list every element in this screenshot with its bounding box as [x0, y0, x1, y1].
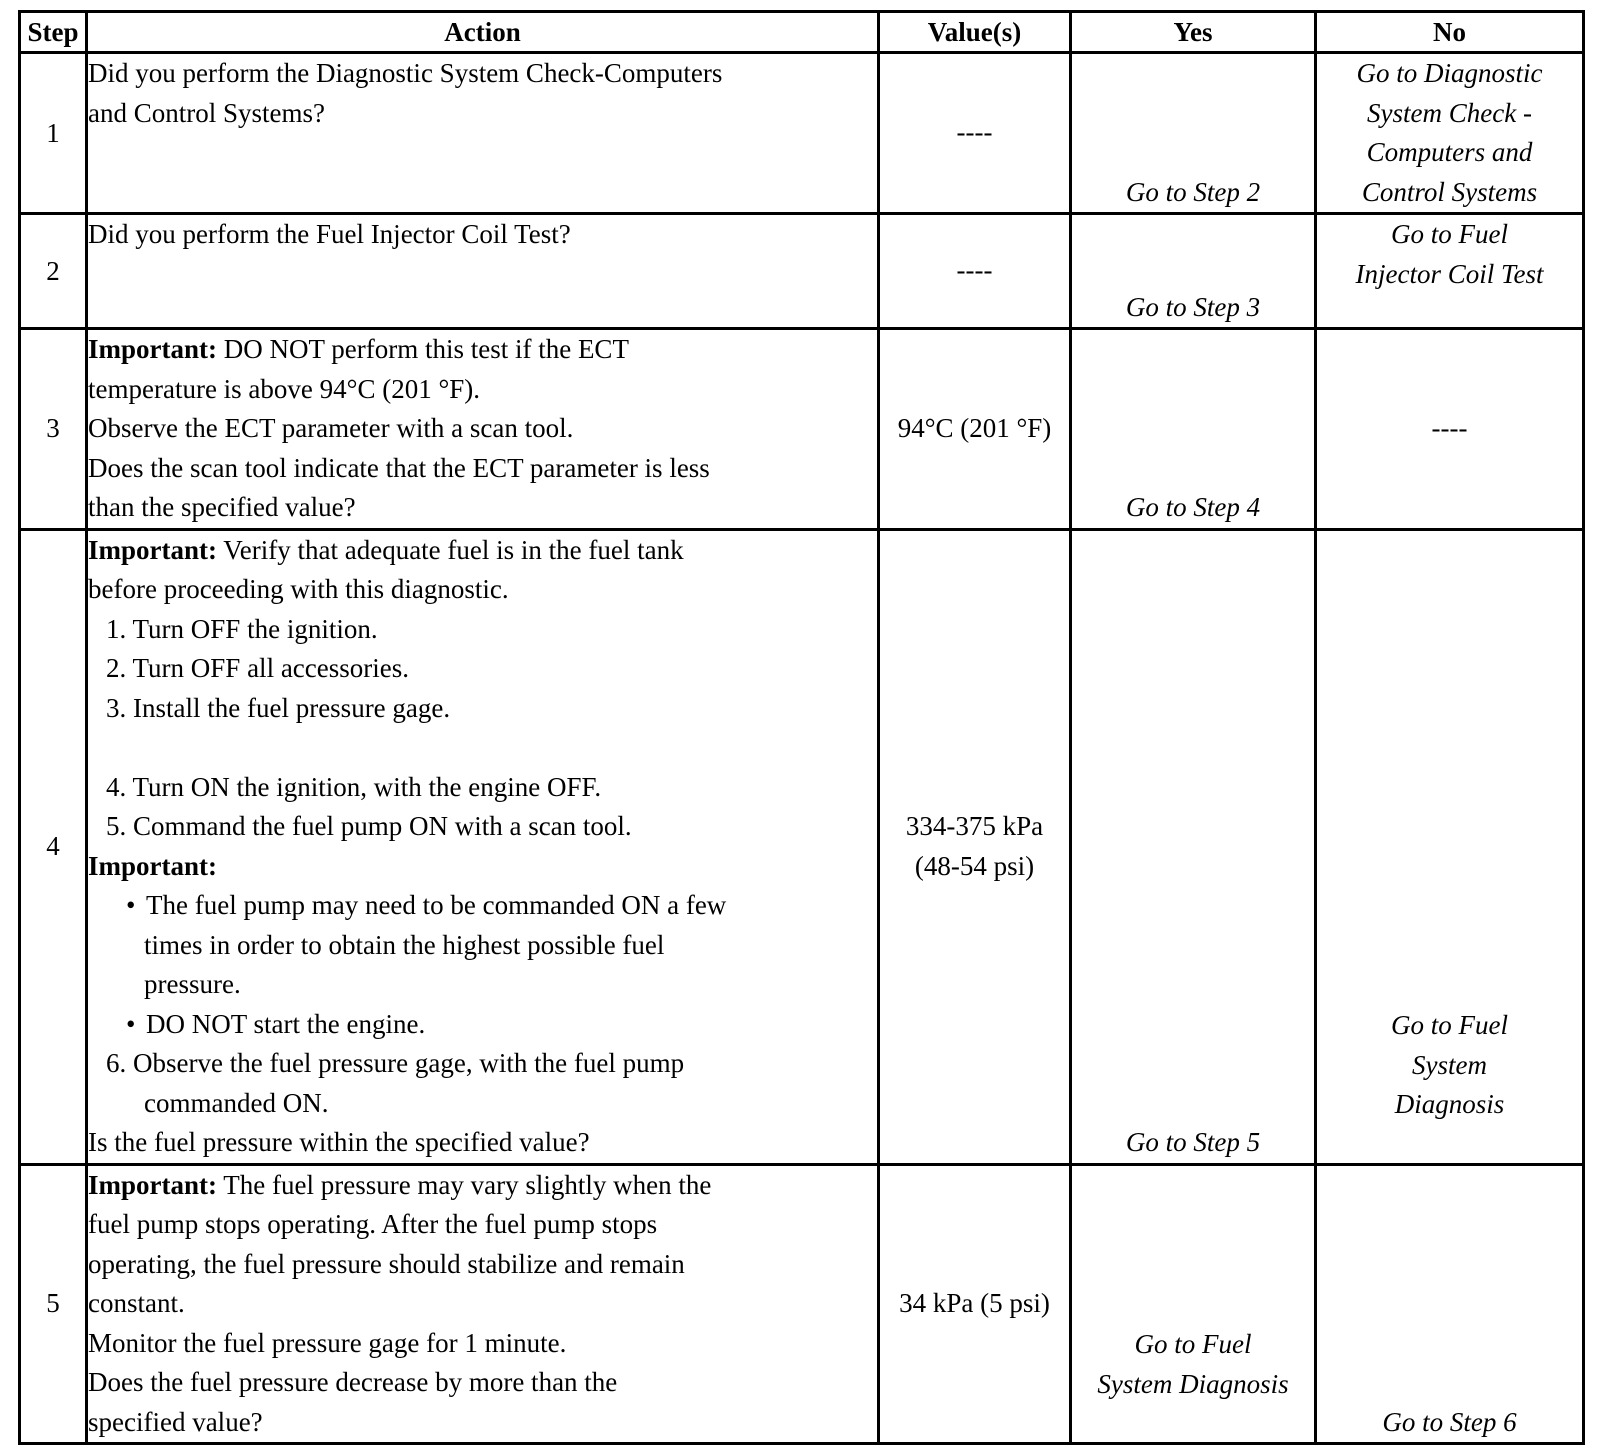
no-line: Go to Fuel: [1391, 219, 1508, 249]
action-line: Observe the ECT parameter with a scan tool.: [88, 413, 574, 443]
procedure-step: 3. Install the fuel pressure gage.: [106, 692, 451, 723]
action-line: Verify that adequate fuel is in the fuel tank: [217, 534, 684, 565]
step-number: 2: [20, 214, 87, 329]
procedure-step: 5. Command the fuel pump ON with a scan tool.: [106, 811, 632, 841]
step-number: 3: [20, 329, 87, 530]
no-line: System Check -: [1367, 97, 1532, 128]
important-label: Important:: [88, 534, 217, 565]
table-row-step-4: [20, 529, 1584, 1164]
value-line: (48-54 psi): [914, 850, 1035, 881]
yes-link[interactable]: Go to Step 2: [1071, 53, 1316, 214]
action-line: constant.: [88, 1288, 185, 1318]
action-line: The fuel pressure may vary slightly when the: [217, 1169, 712, 1200]
step-number: 4: [20, 529, 87, 1164]
no-line: Control Systems: [1361, 176, 1538, 207]
procedure-step: 2. Turn OFF all accessories.: [106, 653, 409, 683]
yes-link[interactable]: Go to Step 4: [1071, 329, 1316, 530]
action-line: than the specified value?: [88, 492, 356, 522]
no-link[interactable]: Go to Step 6: [1316, 1164, 1584, 1444]
action-line: Does the fuel pressure decrease by more than the: [88, 1367, 618, 1397]
important-label: Important:: [88, 334, 217, 364]
no-link[interactable]: [1316, 214, 1584, 329]
yes-line: Go to Fuel: [1134, 1329, 1252, 1359]
procedure-step: 4. Turn ON the ignition, with the engine OFF.: [106, 771, 602, 802]
bullet-icon: [126, 1009, 146, 1039]
bullet-text: times in order to obtain the highest possible fuel: [144, 929, 665, 960]
value-cell: ----: [879, 214, 1071, 329]
yes-link[interactable]: [1071, 1164, 1316, 1444]
table-row-step-1: [20, 53, 1584, 214]
action-line: Does the scan tool indicate that the ECT parameter is less: [88, 452, 710, 483]
action-cell: [87, 214, 879, 329]
action-line: Did you perform the Diagnostic System Check-Computers: [88, 58, 723, 88]
header-row: [20, 12, 1584, 53]
step-number: 5: [20, 1164, 87, 1444]
header-action: Action: [87, 12, 879, 53]
action-line: DO NOT perform this test if the ECT: [217, 334, 629, 364]
yes-line: System Diagnosis: [1097, 1368, 1289, 1399]
action-cell: [87, 529, 879, 1164]
no-line: System: [1412, 1049, 1487, 1080]
action-line: and Control Systems?: [88, 97, 325, 128]
important-label: Important:: [88, 850, 217, 881]
no-line: Diagnosis: [1394, 1089, 1505, 1119]
bullet-text: pressure.: [144, 969, 241, 999]
no-line: Go to Diagnostic: [1356, 58, 1543, 88]
header-yes: Yes: [1071, 12, 1316, 53]
yes-link[interactable]: Go to Step 3: [1071, 214, 1316, 329]
header-values: Value(s): [879, 12, 1071, 53]
action-cell: [87, 53, 879, 214]
value-line: 334-375 kPa: [905, 811, 1044, 841]
no-link[interactable]: [1316, 53, 1584, 214]
procedure-step: 1. Turn OFF the ignition.: [106, 613, 378, 644]
value-cell: 94°C (201 °F): [879, 329, 1071, 530]
no-line: Go to Fuel: [1391, 1010, 1508, 1040]
spacer: [88, 728, 877, 768]
action-line: before proceeding with this diagnostic.: [88, 574, 509, 604]
value-cell: ----: [879, 53, 1071, 214]
table-row-step-3: [20, 329, 1584, 530]
important-label: Important:: [88, 1169, 217, 1200]
action-question: Is the fuel pressure within the specified value?: [88, 1127, 590, 1157]
header-no: No: [1316, 12, 1584, 53]
bullet-text: DO NOT start the engine.: [146, 1008, 426, 1039]
bullet-icon: [126, 890, 146, 920]
action-line: fuel pump stops operating. After the fuel pump stops: [88, 1209, 658, 1239]
step-number: 1: [20, 53, 87, 214]
no-line: Injector Coil Test: [1355, 258, 1544, 289]
no-line: Computers and: [1366, 137, 1533, 167]
action-line: Did you perform the Fuel Injector Coil Test?: [88, 219, 571, 249]
table-row-step-5: [20, 1164, 1584, 1444]
procedure-step: 6. Observe the fuel pressure gage, with the fuel pump: [106, 1048, 685, 1078]
diagnostic-table: [18, 10, 1585, 1445]
header-step: Step: [20, 12, 87, 53]
action-line: operating, the fuel pressure should stabilize and remain: [88, 1248, 685, 1279]
bullet-text: The fuel pump may need to be commanded ON a few: [146, 890, 727, 920]
table-row-step-2: [20, 214, 1584, 329]
procedure-step: commanded ON.: [144, 1087, 329, 1118]
value-cell: [879, 529, 1071, 1164]
yes-link[interactable]: Go to Step 5: [1071, 529, 1316, 1164]
action-cell: [87, 329, 879, 530]
no-link[interactable]: [1316, 529, 1584, 1164]
no-cell: ----: [1316, 329, 1584, 530]
action-cell: [87, 1164, 879, 1444]
action-line: temperature is above 94°C (201 °F).: [88, 373, 481, 404]
action-line: specified value?: [88, 1406, 263, 1437]
value-cell: 34 kPa (5 psi): [879, 1164, 1071, 1444]
action-line: Monitor the fuel pressure gage for 1 minute.: [88, 1327, 567, 1358]
